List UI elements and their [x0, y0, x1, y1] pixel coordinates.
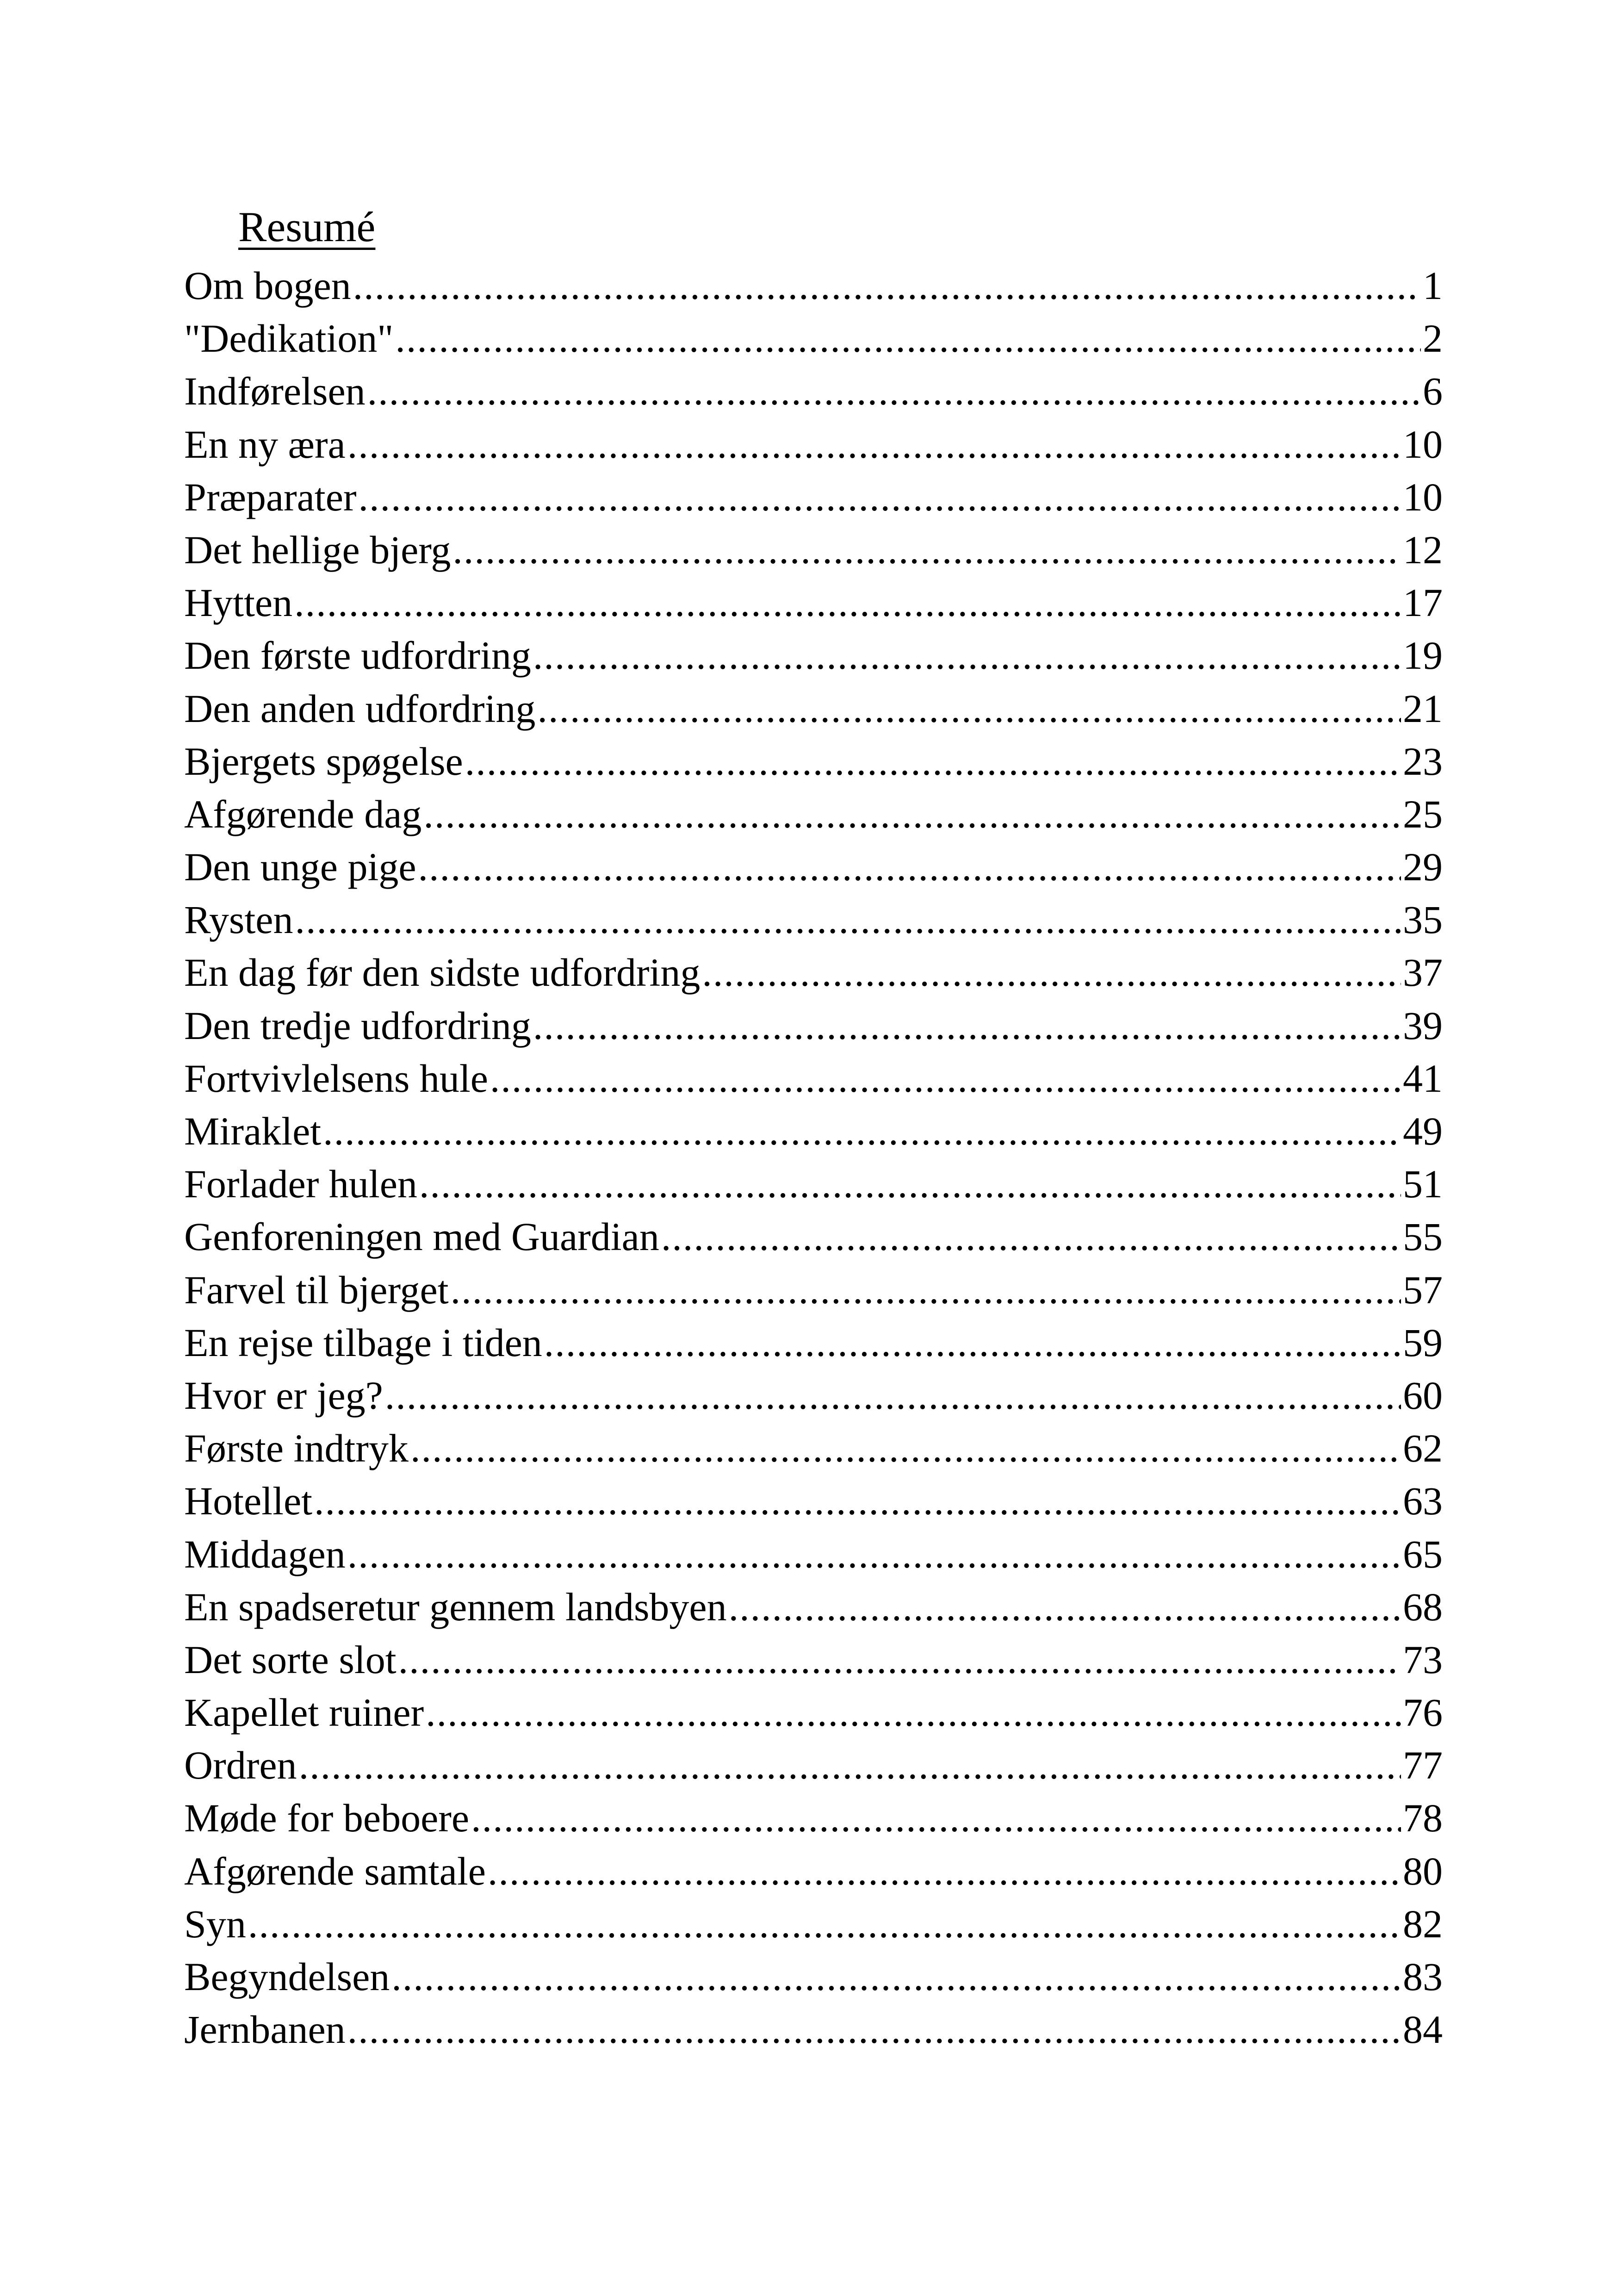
toc-entry [184, 893, 1443, 946]
toc-entry-label: Det hellige bjerg [184, 527, 451, 572]
toc-entry-page-number: 21 [1403, 686, 1443, 731]
dot-leader [533, 999, 1401, 1052]
dot-leader [353, 259, 1421, 312]
toc-entry [184, 576, 1443, 629]
toc-entry-page-number: 59 [1403, 1320, 1443, 1365]
toc-entry [184, 1739, 1443, 1792]
toc-entry [184, 2003, 1443, 2056]
toc-entry [184, 629, 1443, 682]
dot-leader [488, 1845, 1401, 1898]
toc-entry [184, 1950, 1443, 2003]
dot-leader [544, 1316, 1401, 1369]
toc-entry-page-number: 29 [1403, 845, 1443, 890]
dot-leader [294, 576, 1401, 629]
toc-entry-page-number: 23 [1403, 739, 1443, 784]
dot-leader [248, 1898, 1401, 1950]
toc-entry [184, 1686, 1443, 1739]
toc-entry [184, 418, 1443, 471]
toc-entry-label: Om bogen [184, 263, 351, 308]
toc-entry-label: Forlader hulen [184, 1162, 417, 1207]
dot-leader [299, 1739, 1401, 1792]
toc-entry-page-number: 2 [1423, 316, 1443, 361]
toc-entry [184, 1792, 1443, 1844]
toc-entry-page-number: 12 [1403, 527, 1443, 572]
toc-entry-page-number: 37 [1403, 950, 1443, 995]
toc-entry-page-number: 10 [1403, 422, 1443, 467]
toc-entry-label: Første indtryk [184, 1426, 409, 1471]
toc-entry-label: En ny æra [184, 422, 346, 467]
toc-entry [184, 1210, 1443, 1263]
toc-entry-page-number: 10 [1403, 474, 1443, 519]
toc-entry [184, 1263, 1443, 1316]
toc-entry-page-number: 83 [1403, 1954, 1443, 1999]
toc-entry-label: Afgørende samtale [184, 1848, 486, 1893]
dot-leader [398, 1633, 1401, 1686]
dot-leader [537, 682, 1401, 735]
dot-leader [702, 946, 1401, 999]
toc-entry-page-number: 41 [1403, 1056, 1443, 1101]
dot-leader [661, 1210, 1401, 1263]
dot-leader [729, 1580, 1401, 1633]
toc-entry-label: Hytten [184, 580, 293, 625]
toc-entry-page-number: 73 [1403, 1637, 1443, 1682]
toc-entry-label: Hvor er jeg? [184, 1373, 383, 1418]
toc-entry [184, 1105, 1443, 1157]
dot-leader [423, 788, 1401, 840]
dot-leader [367, 365, 1421, 417]
dot-leader [533, 629, 1401, 682]
toc-entry-page-number: 57 [1403, 1267, 1443, 1312]
toc-entry-label: En rejse tilbage i tiden [184, 1320, 542, 1365]
toc-entry-label: Afgørende dag [184, 791, 422, 836]
toc-title: Resumé [238, 203, 376, 250]
dot-leader [418, 840, 1401, 893]
toc-entry-page-number: 25 [1403, 791, 1443, 836]
toc-entry [184, 312, 1443, 365]
toc-entry [184, 999, 1443, 1052]
toc-entry-label: Syn [184, 1901, 246, 1946]
toc-entry-page-number: 39 [1403, 1003, 1443, 1048]
toc-entry-label: Den unge pige [184, 845, 416, 890]
toc-entry-label: Præparater [184, 474, 357, 519]
toc-entry [184, 682, 1443, 735]
toc-entry-label: Den anden udfordring [184, 686, 536, 731]
dot-leader [295, 893, 1401, 946]
toc-entry-page-number: 62 [1403, 1426, 1443, 1471]
dot-leader [471, 1792, 1401, 1844]
dot-leader [453, 523, 1401, 576]
dot-leader [410, 1422, 1401, 1475]
toc-entry-label: Middagen [184, 1531, 346, 1576]
table-of-contents [184, 259, 1443, 2056]
dot-leader [465, 735, 1401, 788]
toc-entry-page-number: 35 [1403, 897, 1443, 942]
dot-leader [323, 1105, 1401, 1157]
toc-entry [184, 788, 1443, 840]
dot-leader [391, 1950, 1401, 2003]
toc-entry [184, 1157, 1443, 1210]
toc-entry-page-number: 19 [1403, 633, 1443, 678]
toc-entry [184, 523, 1443, 576]
toc-entry [184, 471, 1443, 523]
toc-entry-label: Det sorte slot [184, 1637, 397, 1682]
toc-entry-page-number: 77 [1403, 1743, 1443, 1788]
toc-entry [184, 259, 1443, 312]
dot-leader [314, 1475, 1401, 1527]
dot-leader [426, 1686, 1401, 1739]
toc-entry-label: Kapellet ruiner [184, 1690, 424, 1735]
dot-leader [490, 1052, 1401, 1105]
dot-leader [395, 312, 1421, 365]
toc-entry [184, 1845, 1443, 1898]
toc-entry-label: Fortvivlelsens hule [184, 1056, 488, 1101]
dot-leader [347, 2003, 1401, 2056]
toc-entry-page-number: 1 [1423, 263, 1443, 308]
toc-entry [184, 1316, 1443, 1369]
toc-entry-label: Ordren [184, 1743, 297, 1788]
toc-entry [184, 946, 1443, 999]
toc-entry-label: Miraklet [184, 1109, 322, 1153]
toc-entry-label: Hotellet [184, 1479, 313, 1524]
toc-entry-page-number: 60 [1403, 1373, 1443, 1418]
toc-entry-label: "Dedikation" [184, 316, 394, 361]
toc-entry-page-number: 84 [1403, 2007, 1443, 2052]
toc-entry-page-number: 76 [1403, 1690, 1443, 1735]
toc-entry-page-number: 65 [1403, 1531, 1443, 1576]
toc-entry [184, 1369, 1443, 1422]
toc-entry-page-number: 49 [1403, 1109, 1443, 1153]
toc-entry-page-number: 55 [1403, 1214, 1443, 1259]
toc-entry-page-number: 68 [1403, 1584, 1443, 1629]
toc-entry-label: Indførelsen [184, 369, 366, 414]
toc-entry [184, 1580, 1443, 1633]
toc-entry-label: Jernbanen [184, 2007, 346, 2052]
dot-leader [347, 1528, 1401, 1580]
toc-entry [184, 840, 1443, 893]
toc-entry [184, 1422, 1443, 1475]
toc-entry-label: Begyndelsen [184, 1954, 390, 1999]
toc-entry-label: Møde for beboere [184, 1796, 470, 1841]
dot-leader [419, 1157, 1401, 1210]
dot-leader [451, 1263, 1401, 1316]
toc-entry-page-number: 17 [1403, 580, 1443, 625]
toc-entry-label: Bjergets spøgelse [184, 739, 463, 784]
toc-entry-page-number: 6 [1423, 369, 1443, 414]
toc-entry [184, 1052, 1443, 1105]
dot-leader [347, 418, 1401, 471]
toc-entry-label: En dag før den sidste udfordring [184, 950, 701, 995]
toc-entry [184, 1528, 1443, 1580]
toc-entry [184, 735, 1443, 788]
toc-entry-page-number: 80 [1403, 1848, 1443, 1893]
toc-entry [184, 365, 1443, 417]
dot-leader [359, 471, 1401, 523]
toc-entry [184, 1633, 1443, 1686]
toc-entry-page-number: 51 [1403, 1162, 1443, 1207]
toc-entry [184, 1898, 1443, 1950]
dot-leader [385, 1369, 1401, 1422]
toc-entry-label: Rysten [184, 897, 293, 942]
toc-entry-label: Den første udfordring [184, 633, 531, 678]
toc-entry-label: En spadseretur gennem landsbyen [184, 1584, 727, 1629]
toc-entry-page-number: 63 [1403, 1479, 1443, 1524]
toc-entry [184, 1475, 1443, 1527]
toc-entry-label: Farvel til bjerget [184, 1267, 449, 1312]
toc-entry-label: Den tredje udfordring [184, 1003, 531, 1048]
toc-entry-page-number: 78 [1403, 1796, 1443, 1841]
toc-entry-page-number: 82 [1403, 1901, 1443, 1946]
toc-entry-label: Genforeningen med Guardian [184, 1214, 659, 1259]
